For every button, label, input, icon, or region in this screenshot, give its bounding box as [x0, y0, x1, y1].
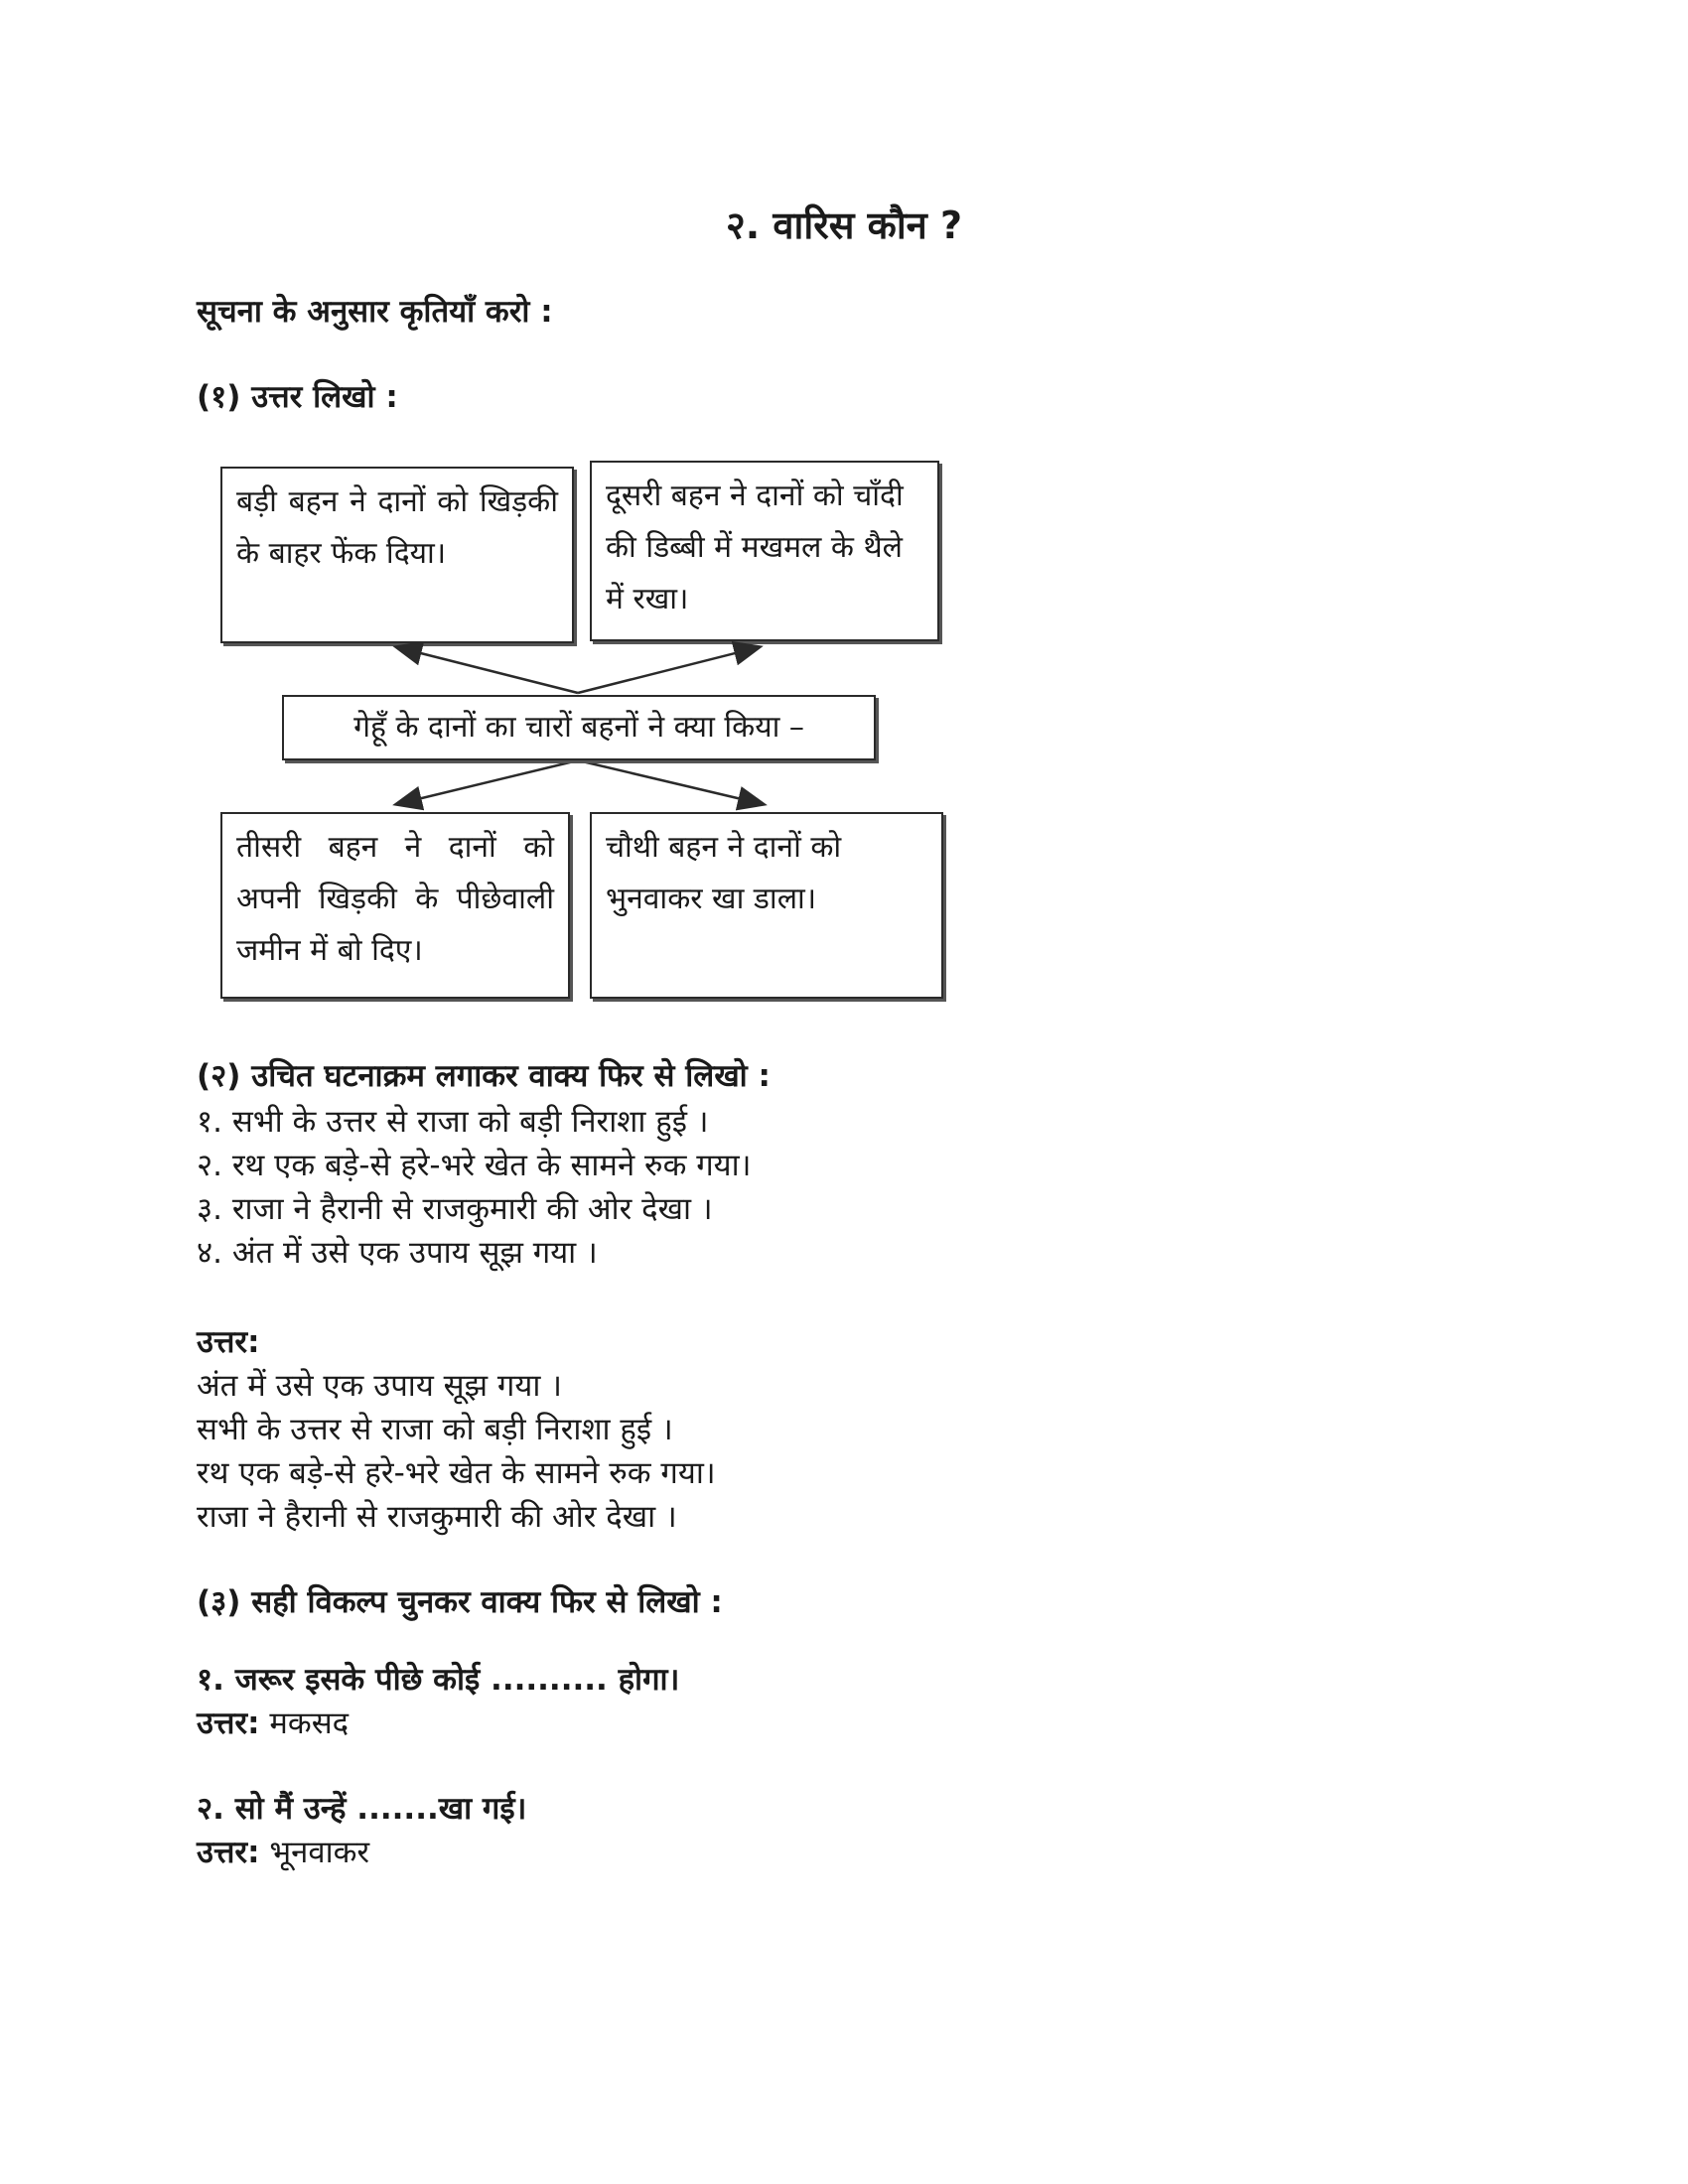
- answer-text: भूनवाकर: [269, 1835, 370, 1870]
- question-2: २. सो मैं उन्हें .......खा गई।: [197, 1791, 527, 1827]
- answer-line: राजा ने हैरानी से राजकुमारी की ओर देखा ।: [197, 1499, 677, 1535]
- answer-text: मकसद: [269, 1706, 350, 1741]
- section2-heading: (२) उचित घटनाक्रम लगाकर वाक्य फिर से लिखो :: [197, 1058, 771, 1094]
- arrow-bottom-right: [578, 760, 763, 804]
- answer-label: उत्तर:: [197, 1835, 260, 1870]
- section2-answer-label: उत्तर:: [197, 1324, 260, 1360]
- list-item: ३. राजा ने हैरानी से राजकुमारी की ओर देखा ।: [197, 1191, 713, 1227]
- answer-line: सभी के उत्तर से राजा को बड़ी निराशा हुई ।: [197, 1412, 673, 1447]
- section1-heading: (१) उत्तर लिखो :: [197, 379, 398, 415]
- box-bottom-right: चौथी बहन ने दानों को भुनवाकर खा डाला।: [590, 812, 943, 999]
- list-item: २. रथ एक बड़े-से हरे-भरे खेत के सामने रुक गया।: [197, 1148, 752, 1183]
- question-1: १. जरूर इसके पीछे कोई .......... होगा।: [197, 1662, 680, 1698]
- arrow-bottom-left: [397, 760, 578, 804]
- arrow-top-right: [578, 647, 759, 693]
- answer-label: उत्तर:: [197, 1706, 260, 1741]
- list-item: ४. अंत में उसे एक उपाय सूझ गया ।: [197, 1235, 598, 1271]
- diagram-center-question: गेहूँ के दानों का चारों बहनों ने क्या किया –: [282, 695, 876, 760]
- box-top-left: बड़ी बहन ने दानों को खिड़की के बाहर फेंक दिया।: [220, 467, 574, 643]
- arrow-top-left: [397, 647, 578, 693]
- question-2-answer-row: [197, 1831, 369, 1872]
- list-item: १. सभी के उत्तर से राजा को बड़ी निराशा हुई ।: [197, 1104, 709, 1140]
- instruction-heading: सूचना के अनुसार कृतियाँ करो :: [197, 294, 553, 330]
- page-title: २. वारिस कौन ?: [725, 204, 963, 247]
- answer-line: अंत में उसे एक उपाय सूझ गया ।: [197, 1368, 562, 1404]
- question-1-answer-row: [197, 1702, 349, 1743]
- answer-line: रथ एक बड़े-से हरे-भरे खेत के सामने रुक गया।: [197, 1455, 716, 1491]
- box-top-right: दूसरी बहन ने दानों को चाँदी की डिब्बी में मखमल के थैले में रखा।: [590, 461, 939, 641]
- box-bottom-left: तीसरी बहन ने दानों को अपनी खिड़की के पीछेवाली जमीन में बो दिए।: [220, 812, 570, 999]
- section3-heading: (३) सही विकल्प चुनकर वाक्य फिर से लिखो :: [197, 1584, 723, 1620]
